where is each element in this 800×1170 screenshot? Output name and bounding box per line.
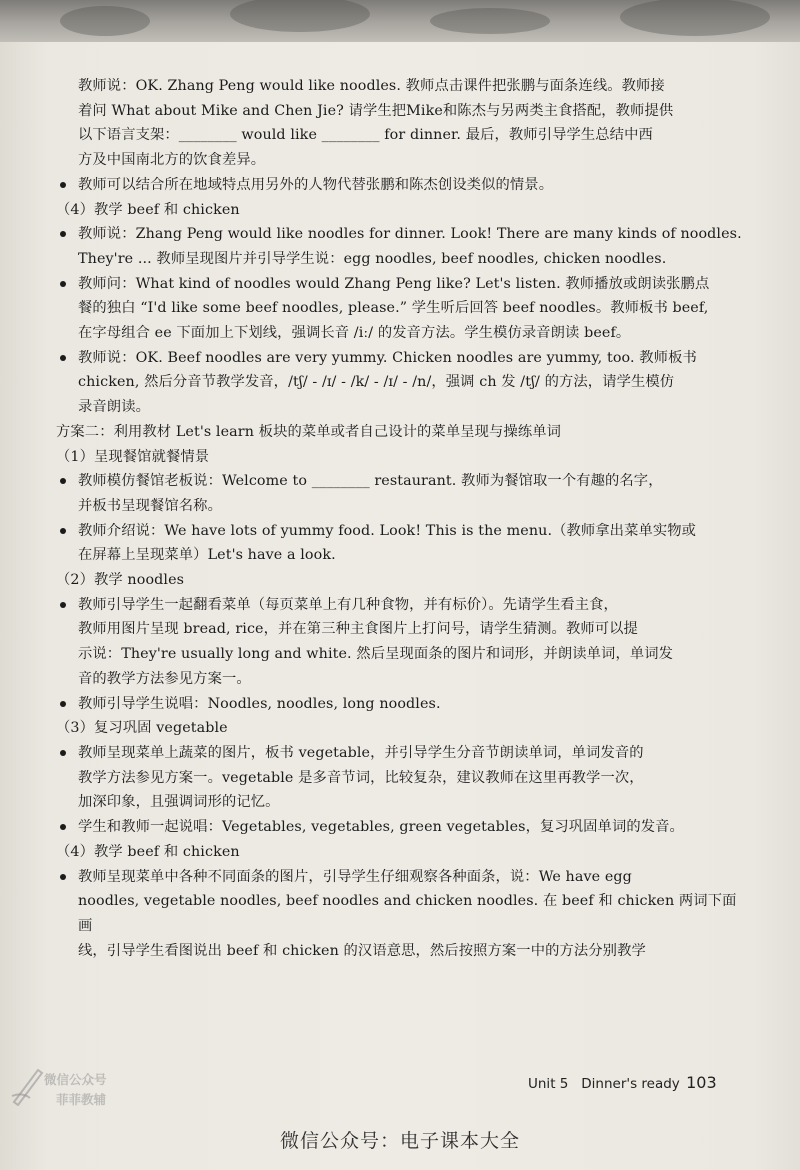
text-line: 教师引导学生一起翻看菜单（每页菜单上有几种食物，并有标价）。先请学生看主食， [78,596,618,613]
bullet-dot-icon [60,355,66,361]
plan-heading: 方案二：利用教材 Let's learn 板块的菜单或者自己设计的菜单呈现与操练单词 [56,423,562,440]
lesson-content [54,74,744,963]
bullet-dot-icon [60,874,66,880]
footer-title: Dinner's ready [581,1076,680,1092]
bullet-item [54,469,744,518]
bullet-item [54,865,744,964]
bullet-dot-icon [60,602,66,608]
bullet-item [54,593,744,692]
text-line: 教师说：OK. Beef noodles are very yummy. Chicken noodles are yummy, too. 教师板书 [78,349,697,366]
text-line: 教师引导学生说唱：Noodles, noodles, long noodles. [78,695,441,712]
bullet-dot-icon [60,281,66,287]
bullet-item [54,272,744,346]
text-line: 录音朗读。 [78,399,150,416]
text-line: 并板书呈现餐馆名称。 [78,497,222,514]
watermark-line: 微信公众号 [44,1072,107,1087]
page-number: 103 [686,1073,717,1092]
text-line: 教师可以结合所在地域特点用另外的人物代替张鹏和陈杰创设类似的情景。 [78,176,554,193]
bullet-dot-icon [60,824,66,830]
text-line: 教师问：What kind of noodles would Zhang Peng like? Let's listen. 教师播放或朗读张鹏点 [78,275,710,292]
text-line: 学生和教师一起说唱：Vegetables, vegetables, green vegetables，复习巩固单词的发音。 [78,819,684,836]
footer-unit: Unit 5 [528,1076,569,1092]
text-line: 在字母组合 ee 下面加上下划线，强调长音 /iː/ 的发音方法。学生模仿录音朗读 beef。 [78,325,631,342]
text-line: 餐的独白 “I'd like some beef noodles, please.” 学生听后回答 beef noodles。教师板书 beef, [78,300,709,317]
bottom-caption: 微信公众号：电子课本大全 [279,1130,520,1152]
bullet-dot-icon [60,701,66,707]
text-line: 教师呈现菜单中各种不同面条的图片，引导学生仔细观察各种面条，说：We have egg [78,868,632,885]
text-line: They're ... 教师呈现图片并引导学生说：egg noodles, beef noodles, chicken noodles. [78,250,667,267]
bullet-dot-icon [60,528,66,534]
text-line: 方及中国南北方的饮食差异。 [78,152,266,169]
bullet-item [54,692,744,717]
bullet-item [54,222,744,271]
text-line: 教师呈现菜单上蔬菜的图片，板书 vegetable，并引导学生分音节朗读单词，单词发音的 [78,744,644,761]
section-heading: （2）教学 noodles [56,572,185,589]
section-heading: （3）复习巩固 vegetable [56,720,228,737]
text-line: 教师介绍说：We have lots of yummy food. Look! This is the menu.（教师拿出菜单实物或 [78,522,697,539]
bullet-item [54,346,744,420]
bullet-dot-icon [60,231,66,237]
bullet-item [54,815,744,840]
text-line: 音的教学方法参见方案一。 [78,670,251,687]
text-line: noodles, vegetable noodles, beef noodles and chicken noodles. 在 beef 和 chicken 两词下面画 [78,893,737,934]
watermark-line: 菲菲教辅 [56,1092,107,1107]
text-line: 教师模仿餐馆老板说：Welcome to ________ restaurant. 教师为餐馆取一个有趣的名字， [78,473,663,490]
bullet-item [54,173,744,198]
section-heading: （4）教学 beef 和 chicken [56,201,240,218]
text-line: 加深印象，且强调词形的记忆。 [78,794,280,811]
text-line: chicken, 然后分音节教学发音，/tʃ/ - /ɪ/ - /k/ - /ɪ/ - /n/，强调 ch 发 /tʃ/ 的方法，请学生模仿 [78,374,675,391]
text-line: 着问 What about Mike and Chen Jie? 请学生把Mike和陈杰与另两类主食搭配，教师提供 [78,102,674,119]
bullet-dot-icon [60,182,66,188]
page-footer [528,1073,717,1092]
bullet-item [54,519,744,568]
text-line: 教学方法参见方案一。vegetable 是多音节词，比较复杂，建议教师在这里再教学一次， [78,769,644,786]
text-line: 线，引导学生看图说出 beef 和 chicken 的汉语意思，然后按照方案一中的方法分别教学 [78,942,646,959]
section-heading: （4）教学 beef 和 chicken [56,843,240,860]
text-line: 在屏幕上呈现菜单）Let's have a look. [78,547,336,564]
bullet-dot-icon [60,478,66,484]
pen-icon [8,1062,46,1106]
text-line: 教师说：Zhang Peng would like noodles for dinner. Look! There are many kinds of noodles. [78,226,742,243]
section-heading: （1）呈现餐馆就餐情景 [56,448,210,465]
bullet-dot-icon [60,750,66,756]
bullet-item [54,741,744,815]
text-line: 教师用图片呈现 bread, rice，并在第三种主食图片上打问号，请学生猜测。教师可以提 [78,621,638,638]
top-banner-image [0,0,800,48]
watermark [6,1060,146,1112]
text-line: 以下语言支架：________ would like ________ for dinner. 最后，教师引导学生总结中西 [78,127,653,144]
text-line: 示说：They're usually long and white. 然后呈现面条的图片和词形，并朗读单词，单词发 [78,646,674,663]
text-line: 教师说：OK. Zhang Peng would like noodles. 教师点击课件把张鹏与面条连线。教师接 [78,78,665,94]
